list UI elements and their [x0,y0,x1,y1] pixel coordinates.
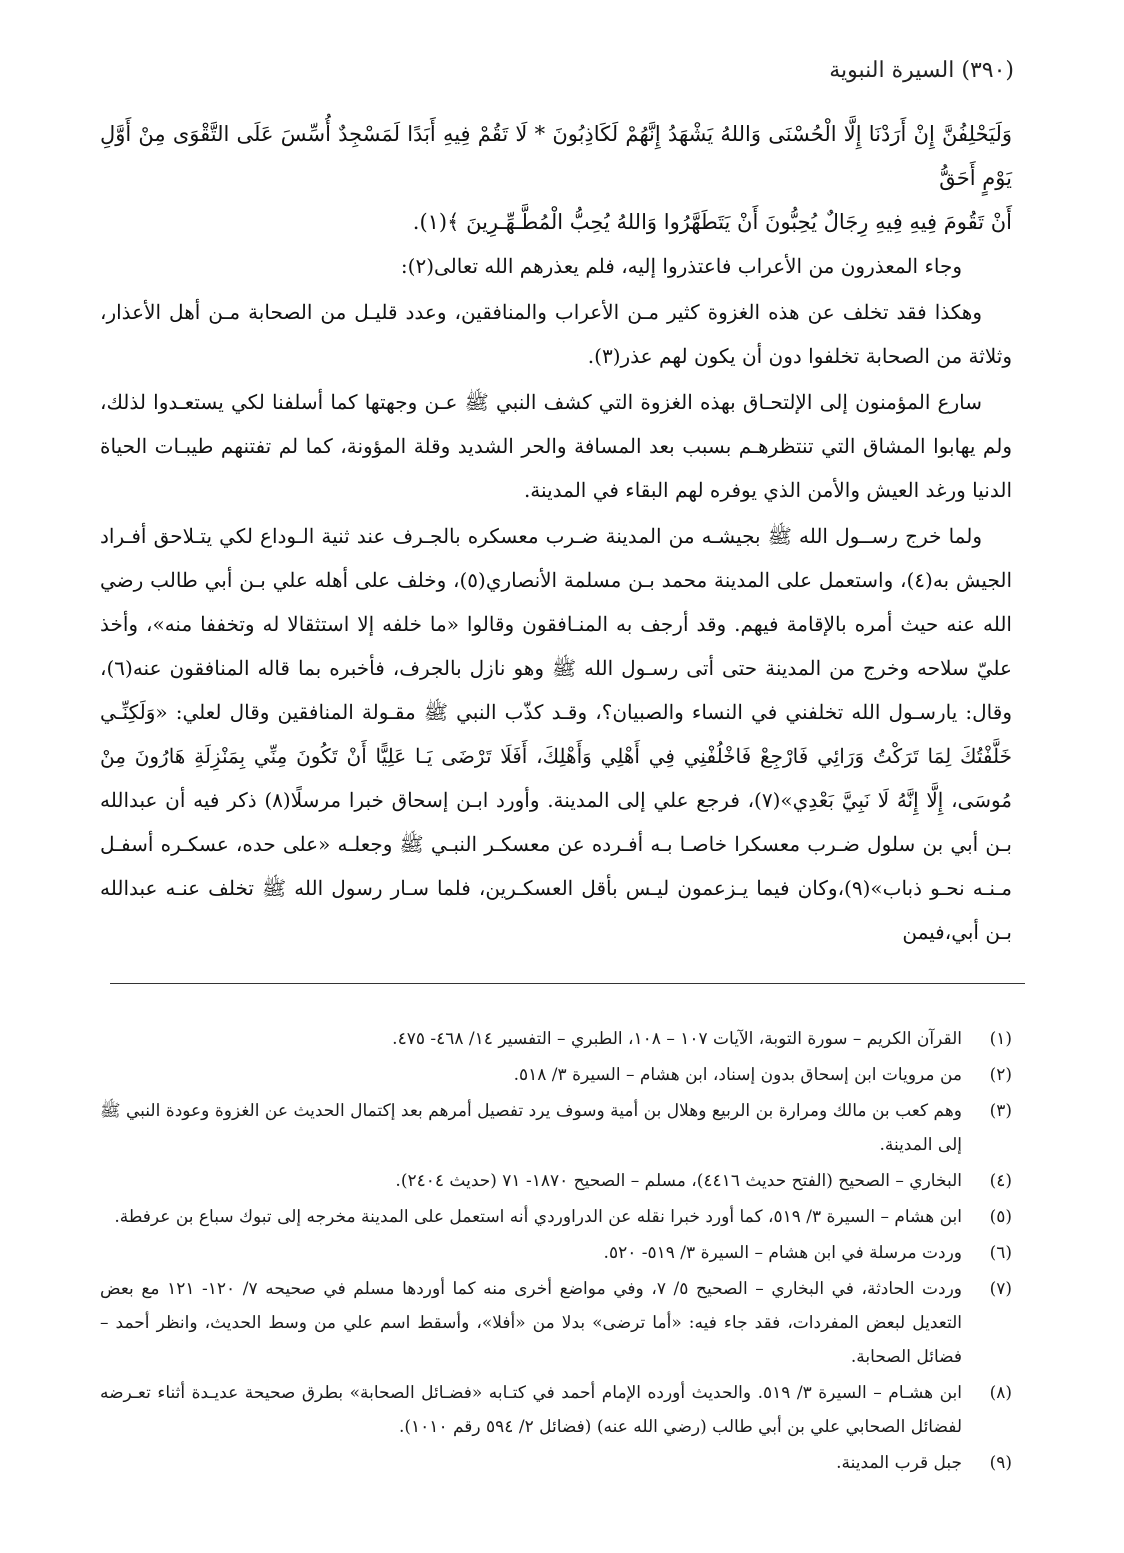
footnote [100,1236,1012,1270]
footnote-text: ابن هشـام – السيرة ٣/ ٥١٩. والحديث أورده الإمام أحمد في كتـابه «فضـائل الصحابة» بطرق صحيحة عديـدة أثناء تعـرضه لفضائل الصحابي علي بن أبي طالب (رضي الله عنه) (فضائل ٢/ ٥٩٤ رقم ١٠١٠). [100,1383,963,1437]
footnote [100,1094,1012,1162]
footnote-number: (٣) [989,1101,1012,1121]
footnote [100,1376,1012,1444]
footnote-number: (٦) [989,1243,1012,1263]
footnote-text: وهم كعب بن مالك ومرارة بن الربيع وهلال بن أمية وسوف يرد تفصيل أمرهم بعد إكتمال الحديث عن الغزوة وعودة النبي ﷺ إلى المدينة. [100,1101,963,1155]
footnote-text: وردت مرسلة في ابن هشام – السيرة ٣/ ٥١٩- ٥٢٠. [603,1243,962,1263]
footnote-text: من مرويات ابن إسحاق بدون إسناد، ابن هشام – السيرة ٣/ ٥١٨. [513,1065,962,1085]
quran-verse-line: أَنْ تَقُومَ فِيهِ فِيهِ رِجَالٌ يُحِبُّونَ أَنْ يَتَطَهَّرُوا وَاللهُ يُحِبُّ الْمُطَّـهِّـرِينَ ﴾(١). [412,210,1012,234]
paragraph: ولما خرج رســول الله ﷺ بجيشـه من المدينة ضـرب معسكره بالجـرف عند ثنية الـوداع لكي يتـلاحق أفـراد الجيش به(٤)، واستعمل على المدينة محمد بـن مسلمة الأنصاري(٥)، وخلف على أهله علي بـن أبي طالب رضي الله عنه حيث أمره بالإقامة فيهم. وقد أرجف به المنـافقون وقالوا «ما خلفه إلا استثقالا له وتخففا منه»، وأخذ عليّ سلاحه وخرج من المدينة حتى أتى رسـول الله ﷺ وهو نازل بالجرف، فأخبره بما قاله المنافقون عنه(٦)، وقال: يارسـول الله تخلفني في النساء والصبيان؟، وقـد كذّب النبي ﷺ مقـولة المنافقين وقال لعلي: «وَلَكِنِّـي خَلَّفْتُكَ لِمَا تَرَكْتُ وَرَائِي فَارْجِعْ فَاخْلُفْنِي فِي أَهْلِي وَأَهْلِكَ، أَفَلَا تَرْضَى يَـا عَلِيًّا أَنْ تَكُونَ مِنِّي بِمَنْزِلَةِ هَارُونَ مِنْ مُوسَى، إِلَّا إِنَّهُ لَا نَبِيَّ بَعْدِي»(٧)، فرجع علي إلى المدينة. وأورد ابـن إسحاق خبرا مرسلًا(٨) ذكر فيه أن عبدالله بـن أبي بن سلول ضـرب معسكرا خاصـا بـه أفـرده عن معسكـر النبـي ﷺ وجعلـه «على حده، عسكـره أسفـل مـنـه نحـو ذباب»(٩)،وكان فيما يـزعمون ليـس بأقل العسكـرين، فلما سـار رسول الله ﷺ تخلف عنـه عبدالله بـن أبي،فيمن [100,524,1013,944]
footnote [100,1164,1012,1198]
footnote [100,1022,1012,1056]
footnote-text: جبل قرب المدينة. [836,1453,962,1473]
footnote-text: ابن هشام – السيرة ٣/ ٥١٩، كما أورد خبرا نقله عن الدراوردي أنه استعمل على المدينة مخرجه إلى تبوك سباع بن عرفطة. [114,1207,962,1227]
footnote-text: وردت الحادثة، في البخاري – الصحيح ٥/ ٧، وفي مواضع أخرى منه كما أوردها مسلم في صحيحه ٧/ ١٢٠- ١٢١ مع بعض التعديل لبعض المفردات، فقد جاء فيه: «أما ترضى» بدلا من «أفلا»، وأسقط اسم علي من وسط الحديث، وانظر أحمد – فضائل الصحابة. [100,1279,962,1367]
footnote-separator [110,983,1025,984]
footnote-text: البخاري – الصحيح (الفتح حديث ٤٤١٦)، مسلم – الصحيح ١٨٧٠- ٧١ (حديث ٢٤٠٤). [395,1171,962,1191]
footnotes [100,1022,1012,1482]
footnote-number: (٨) [989,1383,1012,1403]
footnote [100,1272,1012,1374]
quran-verse-line: وَلَيَحْلِفُنَّ إِنْ أَرَدْنَا إِلَّا الْحُسْنَى وَاللهُ يَشْهَدُ إِنَّهُمْ لَكَاذِبُونَ * لَا تَقُمْ فِيهِ أَبَدًا لَمَسْجِدٌ أُسِّسَ عَلَى التَّقْوَى مِنْ أَوَّلِ يَوْمٍ أَحَقُّ [100,122,1012,190]
footnote-number: (٤) [989,1171,1012,1191]
footnote-number: (٧) [989,1279,1012,1299]
page-header: (٣٩٠) السيرة النبوية [829,58,1014,83]
footnote-number: (٩) [989,1453,1012,1473]
footnote-text: القرآن الكريم – سورة التوبة، الآيات ١٠٧ – ١٠٨، الطبري – التفسير ١٤/ ٤٦٨- ٤٧٥. [392,1029,962,1049]
footnote-number: (١) [989,1029,1012,1049]
footnote-number: (٢) [989,1065,1012,1085]
paragraph: سارع المؤمنون إلى الإلتحـاق بهذه الغزوة التي كشف النبي ﷺ عـن وجهتها كما أسلفنا لكي يستعـدوا لذلك، ولم يهابوا المشاق التي تنتظرهـم بسبب بعد المسافة والحر الشديد وقلة المؤونة، كما لم تفتنهم طيبـات الحياة الدنيا ورغد العيش والأمن الذي يوفره لهم البقاء في المدينة. [100,390,1012,502]
footnote [100,1058,1012,1092]
paragraph: وجاء المعذرون من الأعراب فاعتذروا إليه، فلم يعذرهم الله تعالى(٢): [400,254,962,278]
footnote-number: (٥) [989,1207,1012,1227]
footnote [100,1200,1012,1234]
main-text [100,112,1012,956]
footnote [100,1446,1012,1480]
paragraph: وهكذا فقد تخلف عن هذه الغزوة كثير مـن الأعراب والمنافقين، وعدد قليـل من الصحابة مـن أهل الأعذار، وثلاثة من الصحابة تخلفوا دون أن يكون لهم عذر(٣). [100,300,1012,368]
